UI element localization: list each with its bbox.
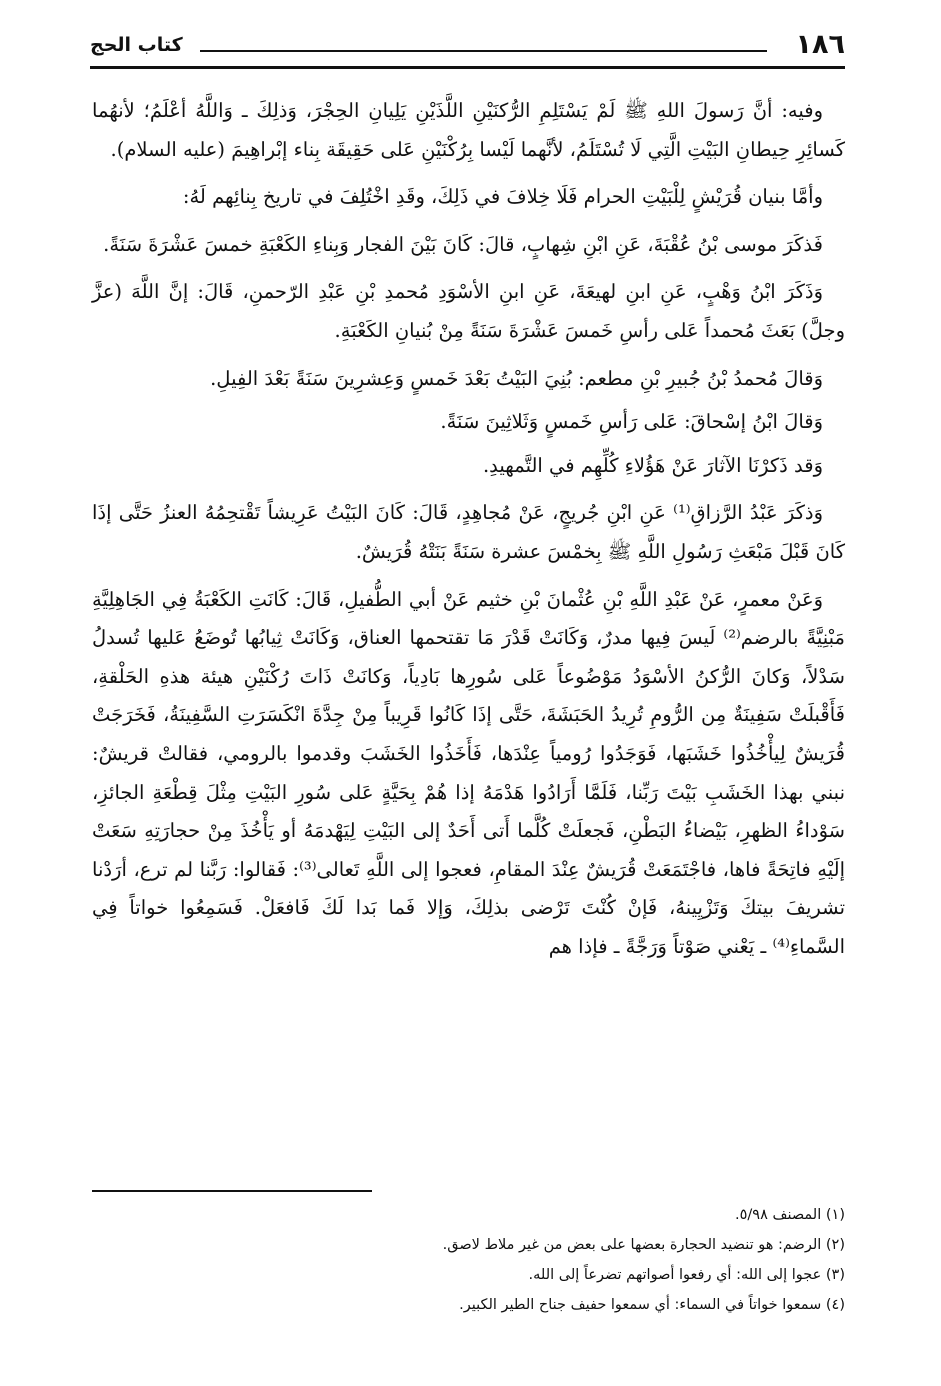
- footnote: (٣) عجوا إلى الله: أي رفعوا أصواتهم تضرعاً إلى الله.: [528, 1267, 845, 1283]
- footnote: (٢) الرضم: هو تنضيد الحجارة بعضها على بعض من غير ملاط لاصق.: [442, 1237, 845, 1253]
- footnotes: [92, 1200, 845, 1320]
- paragraph: وفيه: أنَّ رَسولَ اللهِ ﷺ لَمْ يَسْتَلِمِ الرُّكنَيْنِ اللَّذَيْنِ يَلِيانِ الحِجْرَ، وَذلِكَ ـ وَاللَّهُ أعْلَمُ؛ لأنهُما كَسائِرِ حِيطانِ البَيْتِ الَّتِي لَا تُسْتَلَمُ، لأنَّهما لَيْسا بِرُكْنَيْنِ عَلى حَقِيقَة بِناء إبْراهِيمَ (عليه السلام).: [92, 99, 845, 161]
- footnote: (١) المصنف ٥/٩٨.: [735, 1207, 845, 1223]
- page-header: [90, 28, 845, 68]
- footnote-separator: [92, 1190, 372, 1192]
- paragraph: وَذكَرَ عَبْدُ الرَّزاقِ⁽¹⁾ عَنِ ابْنِ جُريجٍ، عَنْ مُجاهِدٍ، قَالَ: كَانَ البَيْتُ عَرِيشاً تَقْتحِمُهُ العنزُ حَتَّى إذَا كَانَ قَبْلَ مَبْعَثِ رَسُولِ اللَّهِ ﷺ بِخمْسَ عشرة سَنَةً بَنَتْهُ قُرَيشٌ.: [92, 501, 845, 563]
- paragraph: وَقالَ ابْنُ إسْحاقَ: عَلى رَأسِ خَمسٍ وَثَلاثِينَ سَنَةً.: [440, 410, 823, 434]
- paragraph: وأمَّا بنيان قُرَيْشٍ لِلْبَيْتِ الحرام فَلَا خِلافَ في ذَلِكَ، وقَدِ اخْتُلِفَ في تاريخ بِنائِهم لَهُ:: [182, 185, 823, 209]
- footnote: (٤) سمعوا خواتاً في السماء: أي سمعوا حفيف جناح الطير الكبير.: [459, 1297, 845, 1313]
- paragraph: وَعَنْ معمرٍ، عَنْ عَبْدِ اللَّهِ بْنِ عُثْمانَ بْنِ خثيم عَنْ أبي الطُّفيلِ، قَالَ: كَانَتِ الكَعْبَةُ فِي الجَاهِلِيَّةِ مَبْنِيَّةً بالرضم⁽²⁾ لَيسَ فِيها مدرٌ، وَكَانَتْ قَدْرَ مَا تقتحمها العناق، وَكَانَتْ ثِيابُها تُوضَعُ عَليها تُسدلُ سَدْلاً، وَكانَ الرُّكنُ الأسْوَدُ مَوْضُوعاً عَلى سُورِها بَادِياً، وَكانَتْ ذَاتَ رُكْنَيْنِ هيئة هذهِ الحَلْقةِ، فَأَقْبلَتْ سَفِينَةٌ مِن الرُّومِ تُرِيدُ الحَبَشَةَ، حَتَّى إذَا كَانُوا قَرِيباً مِنْ جِدَّةَ انْكَسَرَتِ السَّفِينَةُ، فَخَرَجَتْ قُرَيشٌ لِيأْخُذُوا خَشَبَها، فَوَجَدُوا رُومياً عِنْدَها، فَأَخَذُوا الخَشَبَ وقدموا بالرومي، فقالتْ قريشٌ: نبني بهذا الخَشَبِ بَيْتَ رَبِّنا، فَلَمَّا أَرَادُوا هَدْمَهُ إذا هُمْ بِحَيَّةٍ عَلى سُورِ البَيْتِ مِثْلَ قِطْعَةِ الجائزِ، سَوْداءُ الظهرِ، بَيْضاءُ البَطْنِ، فَجعلَتْ كُلَّما أَتى أَحَدٌ إلى البَيْتِ لِيَهْدمَهُ أو يَأْخُذَ مِنْ حجارَتِهِ سَعَتْ إلَيْهِ فاتِحَةً فاها، فاجْتَمَعَتْ قُرَيشٌ عِنْدَ المقامِ، فعجوا إلى اللَّهِ تَعالى⁽³⁾: فَقالوا: رَبَّنا لم ترع، أرَدْنا تشريفَ بيتكَ وَتَزْيِينهُ، فَإنْ كُنْتَ تَرْضى بذلِكَ، وَإلا فَما بَدا لَكَ فَافعَلْ. فَسَمِعُوا خواتاً فِي السَّماءِ⁽⁴⁾ ـ يَعْني صَوْتاً وَرَجَّةً ـ فإذا هم: [92, 587, 845, 958]
- paragraph: فَذكَرَ موسى بْنُ عُقْبَةَ، عَنِ ابْنِ شِهابٍ، قالَ: كَانَ بَيْنَ الفجار وَبِناءِ الكَعْبَةِ خمسَ عَشْرَةَ سَنَةً.: [103, 232, 823, 256]
- paragraph: وَذَكَرَ ابْنُ وَهْبٍ، عَنِ ابنِ لهيعَةَ، عَنِ ابنِ الأسْوَدِ مُحمدِ بْنِ عَبْدِ الرّحمنِ، قَالَ: إنَّ اللَّهَ (عزَّ وجلَّ) بَعَثَ مُحمداً عَلى رأسِ خَمسَ عَشْرَةَ سَنَةً مِنْ بُنيانِ الكَعْبَةِ.: [92, 280, 845, 342]
- paragraph: وَقالَ مُحمدُ بْنُ جُبيرِ بْنِ مطعم: بُنِيَ البَيْتُ بَعْدَ خَمسٍ وَعِشرِينَ سَنَةً بَعْدَ الفِيلِ.: [210, 366, 823, 390]
- main-text: [92, 92, 845, 975]
- header-rule-top: [200, 50, 767, 52]
- page-number: ١٨٦: [795, 29, 845, 60]
- running-title: كتاب الحج: [90, 34, 183, 56]
- paragraph: وَقد ذَكرْنَا الآثارَ عَنْ هَؤُلاءِ كُلِّهِم في التَّمهيدِ.: [482, 453, 823, 477]
- header-rule: [90, 66, 845, 69]
